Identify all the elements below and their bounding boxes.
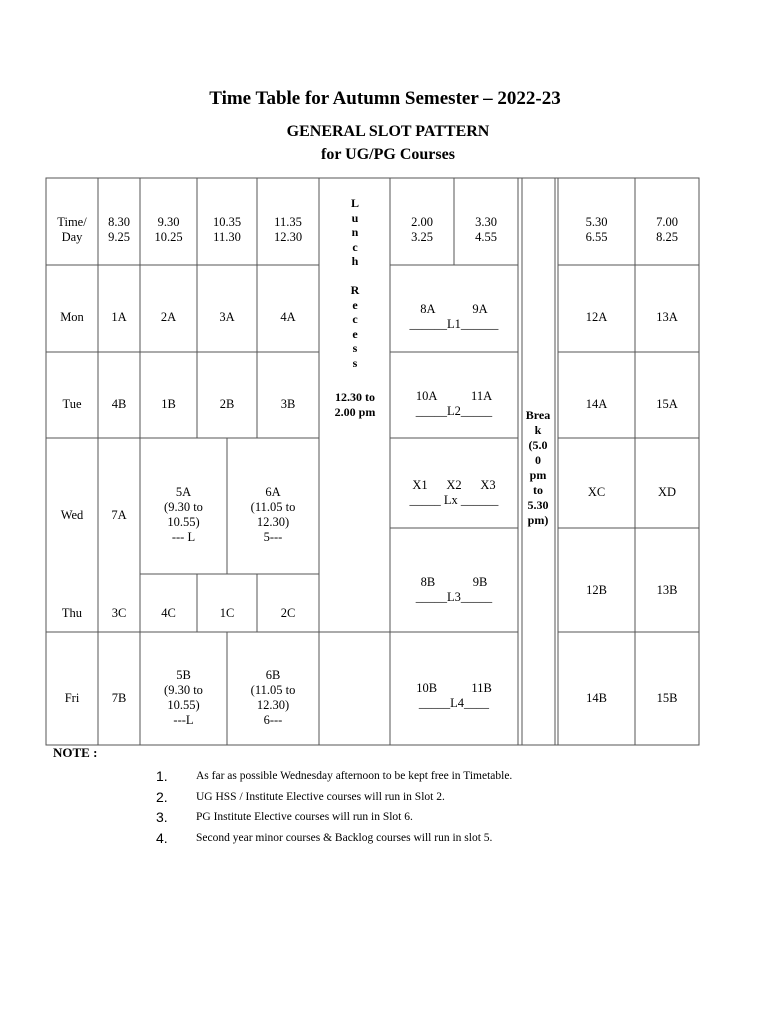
note-text: PG Institute Elective courses will run in Slot 6. bbox=[196, 811, 413, 824]
subtitle-slot-pattern: GENERAL SLOT PATTERN bbox=[286, 123, 490, 140]
slot-cell: 12A bbox=[585, 309, 608, 324]
lab-slot-lx: X1 X2 X3 _____ Lx ______ bbox=[409, 478, 499, 507]
header-slot-3: 10.35 11.30 bbox=[212, 215, 242, 244]
lunch-recess-time: 12.30 to 2.00 pm bbox=[334, 390, 376, 419]
lab-slot-l4: 10B 11B _____L4____ bbox=[416, 681, 492, 710]
note-number: 1. bbox=[156, 768, 168, 785]
slot-cell: 2B bbox=[219, 396, 235, 411]
note-label bbox=[53, 745, 97, 761]
lab-slot-l2: 10A 11A _____L2_____ bbox=[415, 389, 493, 418]
list-item bbox=[150, 828, 512, 849]
header-slot-4: 11.35 12.30 bbox=[273, 215, 303, 244]
slot-cell: 1B bbox=[161, 396, 176, 411]
header-slot-5: 2.00 3.25 bbox=[411, 215, 433, 244]
subtitle-courses: for UG/PG Courses bbox=[321, 146, 455, 163]
note-text: Second year minor courses & Backlog courses will run in slot 5. bbox=[196, 831, 493, 844]
header-slot-8: 7.00 8.25 bbox=[656, 215, 678, 244]
slot-cell-5a: 5A (9.30 to 10.55) --- L bbox=[164, 485, 203, 544]
break-label: Brea k (5.0 0 pm to 5.30 pm) bbox=[525, 408, 551, 527]
header-slot-6: 3.30 4.55 bbox=[475, 215, 497, 244]
slot-cell: 14A bbox=[585, 396, 608, 411]
slot-cell-6b: 6B (11.05 to 12.30) 6--- bbox=[250, 668, 296, 727]
day-fri: Fri bbox=[64, 690, 80, 705]
notes-list bbox=[150, 766, 512, 848]
slot-cell: 2C bbox=[280, 605, 296, 620]
day-mon: Mon bbox=[60, 309, 84, 324]
lab-slot-l1: 8A 9A ______L1______ bbox=[409, 302, 499, 331]
note-number: 3. bbox=[156, 809, 168, 826]
slot-cell-6a: 6A (11.05 to 12.30) 5--- bbox=[250, 485, 296, 544]
note-number: 2. bbox=[156, 788, 168, 805]
slot-cell: 2A bbox=[160, 309, 177, 324]
list-item bbox=[150, 766, 512, 787]
header-slot-1: 8.30 9.25 bbox=[108, 215, 130, 244]
header-time-day: Time/ Day bbox=[57, 215, 87, 244]
lunch-recess-label: L u n c h R e c e s s bbox=[350, 196, 360, 370]
list-item bbox=[150, 807, 512, 828]
slot-cell: 15B bbox=[656, 690, 678, 705]
slot-cell: 15A bbox=[656, 396, 678, 411]
header-slot-7: 5.30 6.55 bbox=[585, 215, 608, 244]
note-number: 4. bbox=[156, 829, 168, 846]
slot-cell: 7B bbox=[111, 690, 127, 705]
slot-cell: 4C bbox=[161, 605, 176, 620]
slot-cell: 12B bbox=[586, 582, 607, 597]
lab-slot-l3: 8B 9B _____L3_____ bbox=[415, 575, 493, 604]
day-wed: Wed bbox=[60, 507, 84, 522]
slot-cell: 14B bbox=[586, 690, 607, 705]
slot-cell: 7A bbox=[111, 507, 127, 522]
header-slot-2: 9.30 10.25 bbox=[154, 215, 183, 244]
slot-cell: 3B bbox=[280, 396, 296, 411]
day-tue: Tue bbox=[62, 396, 82, 411]
slot-cell: 4B bbox=[111, 396, 127, 411]
slot-cell: 1C bbox=[219, 605, 235, 620]
slot-cell: 3A bbox=[219, 309, 235, 324]
note-heading: NOTE : bbox=[53, 745, 98, 760]
slot-cell: 13A bbox=[656, 309, 678, 324]
slot-cell: 4A bbox=[280, 309, 296, 324]
slot-cell: XC bbox=[587, 484, 606, 499]
slot-cell: XD bbox=[657, 484, 677, 499]
slot-cell: 3C bbox=[111, 605, 127, 620]
slot-cell: 1A bbox=[111, 309, 127, 324]
list-item bbox=[150, 787, 512, 808]
slot-cell: 13B bbox=[656, 582, 678, 597]
slot-cell-5b: 5B (9.30 to 10.55) ---L bbox=[164, 668, 203, 727]
note-text: UG HSS / Institute Elective courses will run in Slot 2. bbox=[196, 790, 445, 803]
page-title: Time Table for Autumn Semester – 2022-23 bbox=[209, 88, 561, 109]
day-thu: Thu bbox=[61, 605, 83, 620]
note-text: As far as possible Wednesday afternoon to be kept free in Timetable. bbox=[196, 770, 513, 783]
